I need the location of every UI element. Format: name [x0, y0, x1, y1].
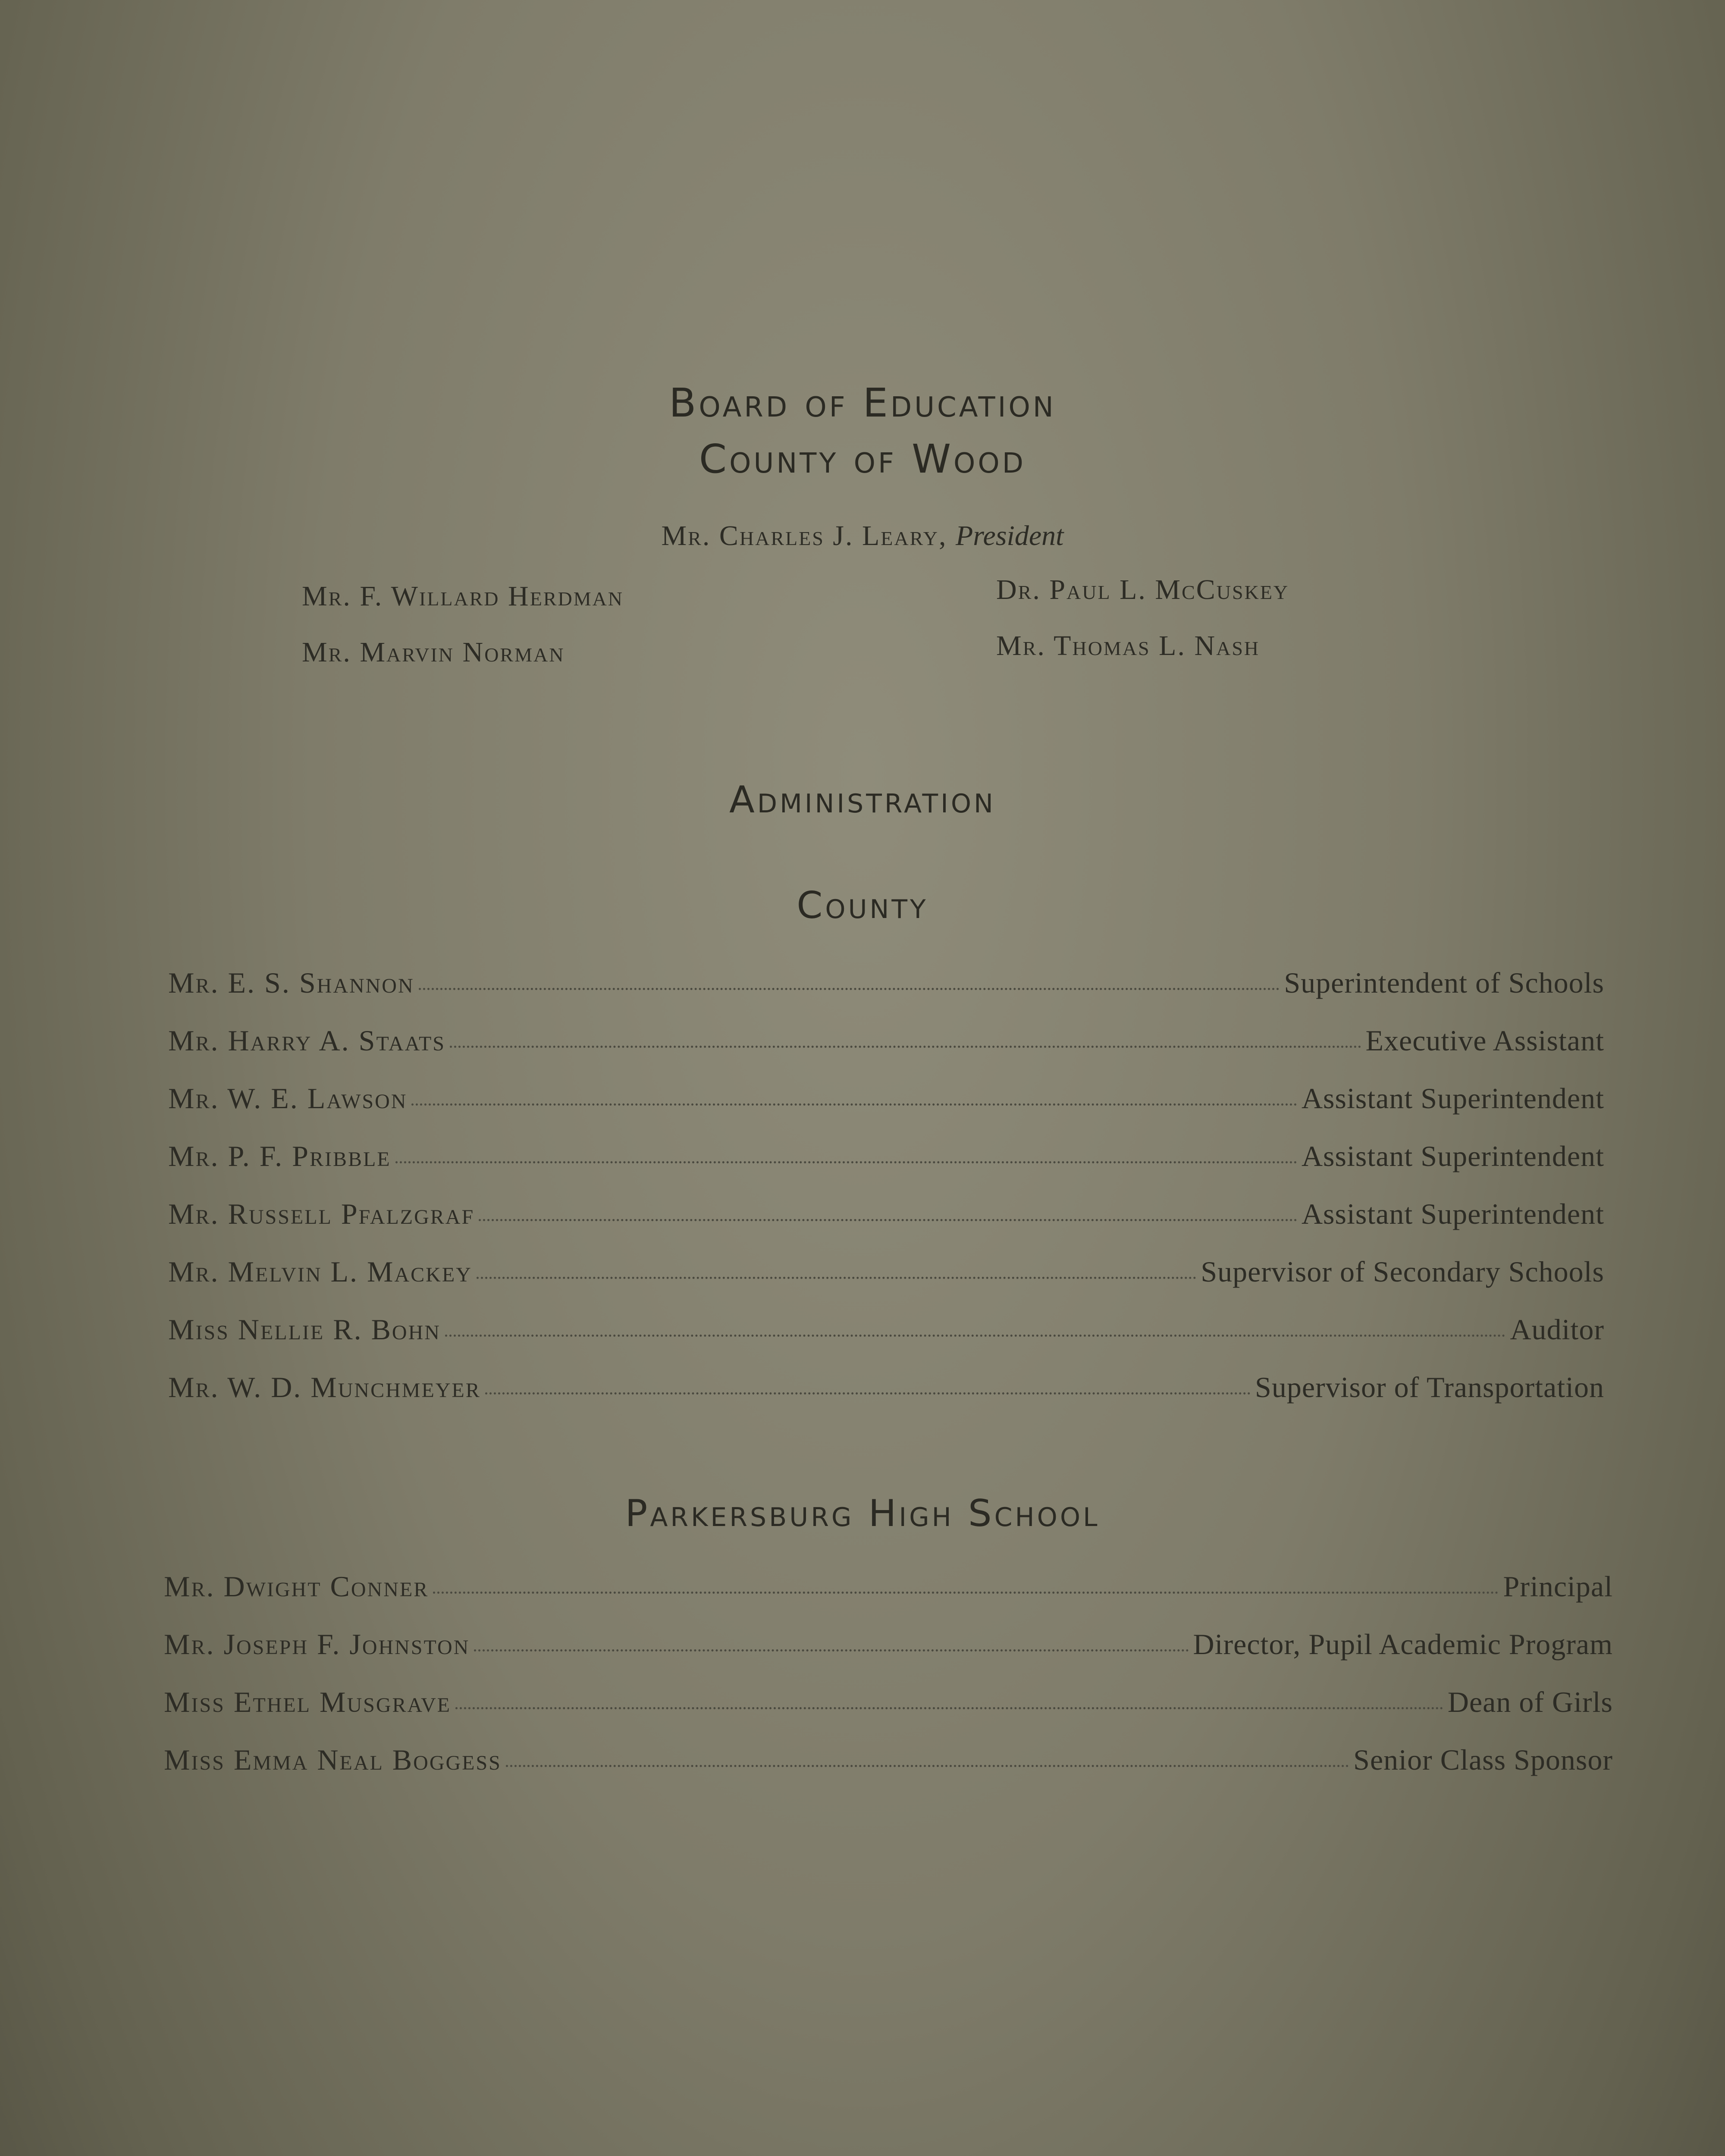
roster-row — [164, 1570, 1613, 1627]
dot-leader — [419, 988, 1280, 990]
dot-leader — [485, 1392, 1251, 1395]
staff-name: Mr. P. F. Pribble — [168, 1140, 391, 1172]
staff-role: Senior Class Sponsor — [1353, 1743, 1613, 1776]
roster-row — [168, 1370, 1604, 1428]
high-school-heading: Parkersburg High School — [625, 1492, 1100, 1535]
staff-role: Assistant Superintendent — [1301, 1197, 1604, 1230]
roster-row — [168, 1024, 1604, 1081]
dot-leader — [474, 1649, 1189, 1651]
board-title-line1: Board of Education — [669, 380, 1056, 426]
board-title — [0, 375, 1725, 487]
staff-role: Superintendent of Schools — [1284, 966, 1604, 999]
staff-name: Mr. Russell Pfalzgraf — [168, 1197, 475, 1230]
dot-leader — [506, 1765, 1349, 1767]
dot-leader — [450, 1046, 1361, 1048]
dot-leader — [445, 1335, 1506, 1337]
staff-name: Miss Emma Neal Boggess — [164, 1743, 502, 1776]
dot-leader — [411, 1103, 1297, 1106]
roster-row — [168, 1197, 1604, 1255]
board-title-line2: County of Wood — [699, 436, 1026, 482]
administration-heading: Administration — [729, 778, 996, 821]
dot-leader — [433, 1592, 1499, 1594]
roster-row — [168, 1081, 1604, 1139]
staff-role: Supervisor of Transportation — [1255, 1371, 1604, 1404]
county-heading: County — [797, 884, 928, 927]
president-title: President — [955, 520, 1064, 552]
dot-leader — [479, 1219, 1297, 1221]
staff-role: Supervisor of Secondary Schools — [1201, 1255, 1604, 1288]
high-school-roster — [164, 1570, 1613, 1801]
roster-row — [164, 1685, 1613, 1743]
board-president — [0, 520, 1725, 552]
staff-name: Mr. W. D. Munchmeyer — [168, 1371, 481, 1404]
staff-name: Mr. Harry A. Staats — [168, 1024, 445, 1057]
president-name: Mr. Charles J. Leary, — [661, 520, 947, 552]
staff-name: Mr. E. S. Shannon — [168, 966, 414, 999]
board-member: Mr. Thomas L. Nash — [996, 630, 1260, 661]
staff-name: Mr. Dwight Conner — [164, 1570, 429, 1603]
roster-row — [168, 966, 1604, 1024]
staff-name: Mr. Melvin L. Mackey — [168, 1255, 472, 1288]
staff-role: Executive Assistant — [1365, 1024, 1604, 1057]
board-member: Mr. Marvin Norman — [302, 636, 565, 668]
staff-role: Assistant Superintendent — [1301, 1082, 1604, 1115]
county-roster — [168, 966, 1604, 1428]
roster-row — [168, 1139, 1604, 1197]
staff-role: Auditor — [1510, 1313, 1604, 1346]
board-member: Mr. F. Willard Herdman — [302, 580, 624, 612]
roster-row — [164, 1627, 1613, 1685]
roster-row — [168, 1255, 1604, 1313]
staff-name: Miss Ethel Musgrave — [164, 1686, 451, 1718]
dot-leader — [455, 1707, 1443, 1709]
roster-row — [164, 1743, 1613, 1801]
dot-leader — [477, 1277, 1197, 1279]
board-member: Dr. Paul L. McCuskey — [996, 574, 1289, 605]
staff-role: Assistant Superintendent — [1301, 1140, 1604, 1172]
staff-name: Miss Nellie R. Bohn — [168, 1313, 441, 1346]
roster-row — [168, 1313, 1604, 1370]
staff-name: Mr. W. E. Lawson — [168, 1082, 408, 1115]
dot-leader — [395, 1161, 1297, 1163]
staff-role: Dean of Girls — [1447, 1686, 1613, 1718]
staff-role: Principal — [1503, 1570, 1613, 1603]
staff-role: Director, Pupil Academic Program — [1193, 1628, 1613, 1661]
staff-name: Mr. Joseph F. Johnston — [164, 1628, 470, 1661]
